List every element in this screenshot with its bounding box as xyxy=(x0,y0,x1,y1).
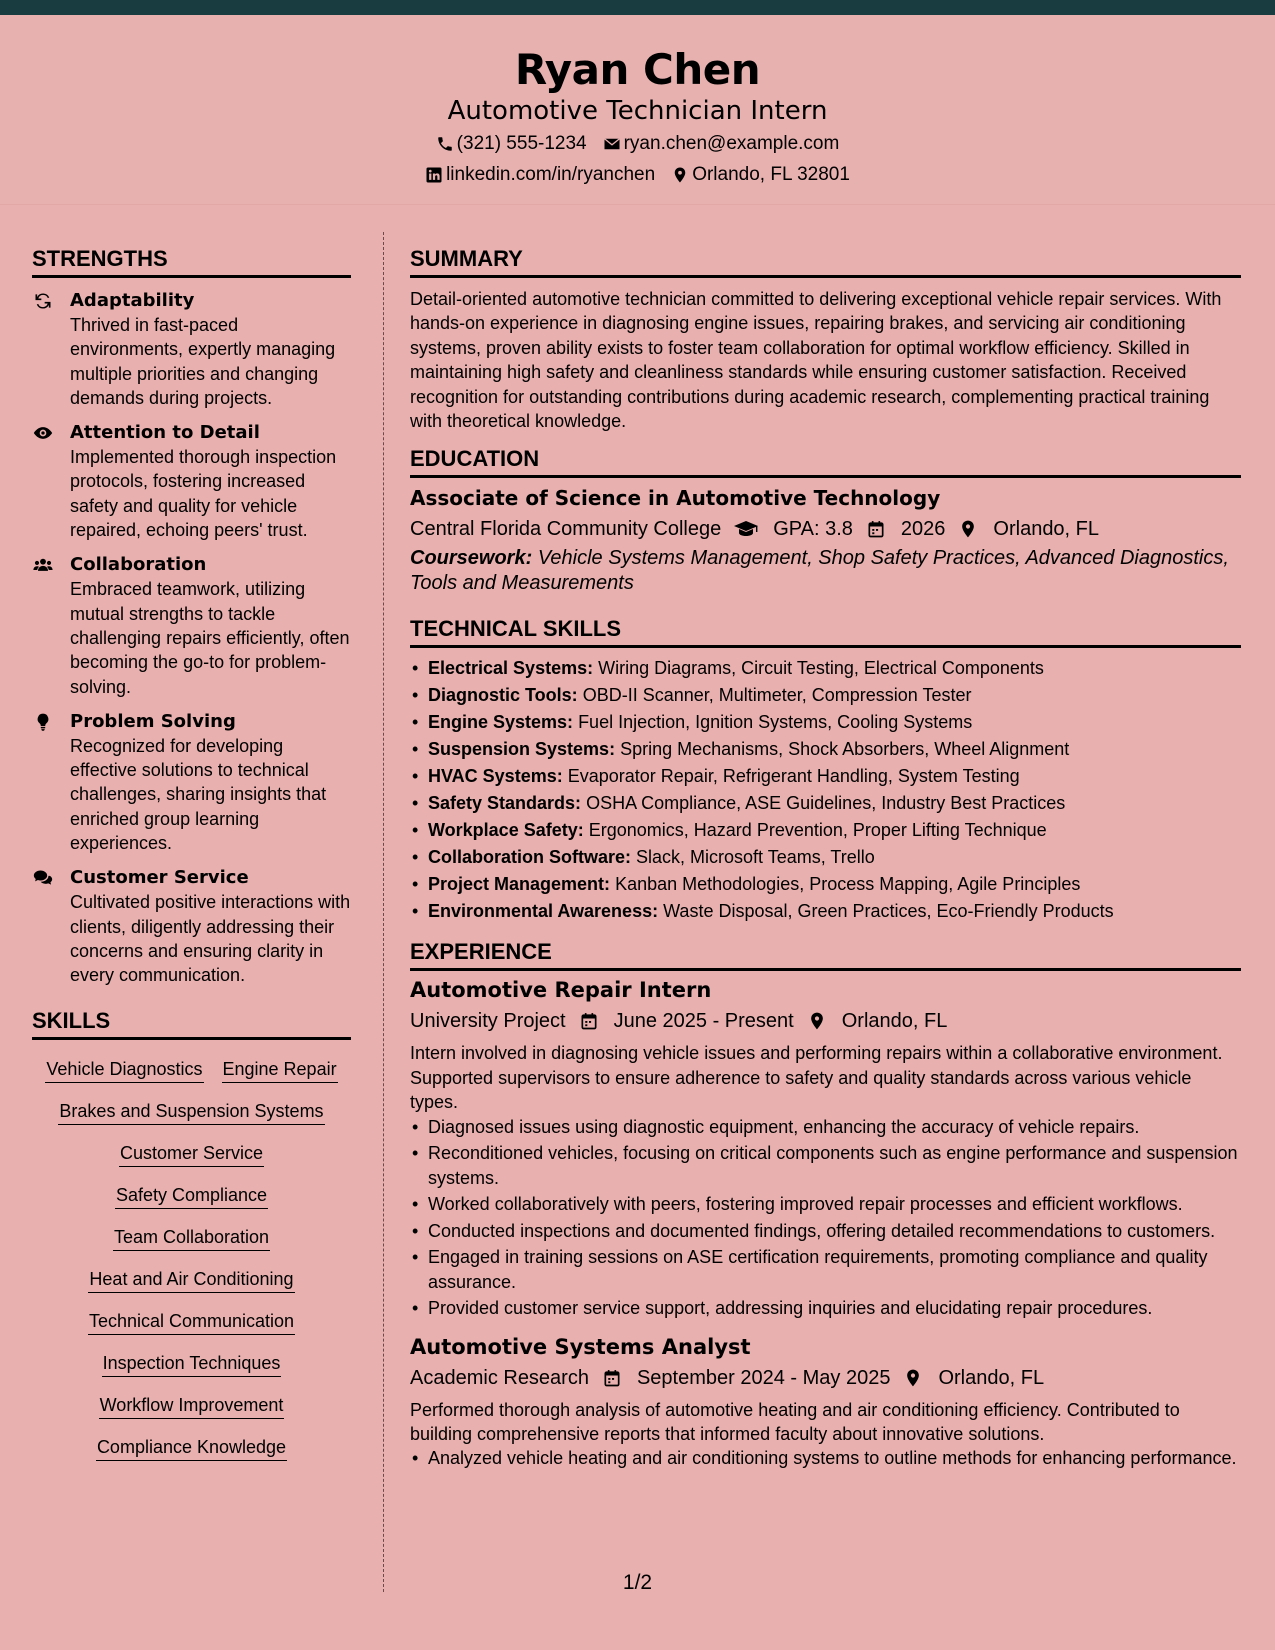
strength-item xyxy=(32,553,351,698)
list-item: • Worked collaboratively with peers, fostering improved repair processes and efficient workflows. xyxy=(410,1192,1241,1217)
job-title: Automotive Repair Intern xyxy=(410,978,712,1003)
skill-category: Suspension Systems: xyxy=(428,739,616,760)
job-title: Automotive Systems Analyst xyxy=(410,1334,751,1359)
job-meta xyxy=(410,1008,1241,1034)
map-marker-icon xyxy=(671,166,689,184)
skill-tag: Brakes and Suspension Systems xyxy=(58,1100,324,1125)
skill-category: Engine Systems: xyxy=(428,712,574,733)
strength-item xyxy=(32,289,351,410)
job-bullets xyxy=(410,1446,1241,1471)
calendar-icon xyxy=(601,1368,623,1388)
skill-tag: Inspection Techniques xyxy=(102,1352,282,1377)
strength-item xyxy=(32,421,351,542)
strength-description: Cultivated positive interactions with clients, diligently addressing their concerns and ensuring clarity in every communication. xyxy=(70,892,351,986)
list-item: • Diagnosed issues using diagnostic equipment, enhancing the accuracy of vehicle repairs. xyxy=(410,1115,1241,1140)
phone-icon xyxy=(436,135,454,153)
strength-item xyxy=(32,866,351,987)
job-meta xyxy=(410,1365,1241,1391)
skill-tag: Workflow Improvement xyxy=(99,1394,285,1419)
list-item: • Provided customer service support, addressing inquiries and elucidating repair procedures. xyxy=(410,1296,1241,1321)
technical-skills-heading: TECHNICAL SKILLS xyxy=(410,616,1241,648)
job-location: Orlando, FL xyxy=(841,1010,948,1033)
comments-icon xyxy=(32,868,54,888)
page-number: 1/2 xyxy=(622,1571,653,1594)
eye-icon xyxy=(32,423,54,443)
strength-title: Customer Service xyxy=(70,867,249,889)
education-heading: EDUCATION xyxy=(410,446,1241,478)
skill-values: Waste Disposal, Green Practices, Eco-Friendly Products xyxy=(663,901,1114,922)
strength-description: Recognized for developing effective solutions to technical challenges, sharing insights that enriched group learning experiences. xyxy=(70,735,327,854)
calendar-icon xyxy=(865,519,887,539)
top-accent-bar xyxy=(0,0,1275,15)
skill-values: Wiring Diagrams, Circuit Testing, Electrical Components xyxy=(598,658,1044,679)
list-item xyxy=(410,790,1241,817)
map-marker-icon xyxy=(957,519,979,539)
strength-title: Attention to Detail xyxy=(70,422,260,444)
skill-values: Spring Mechanisms, Shock Absorbers, Wheel Alignment xyxy=(620,739,1070,760)
left-column xyxy=(32,246,351,1461)
skill-values: OBD-II Scanner, Multimeter, Compression Tester xyxy=(582,685,972,706)
list-item: • Conducted inspections and documented findings, offering detailed recommendations to customers. xyxy=(410,1219,1241,1244)
job-dates: September 2024 - May 2025 xyxy=(636,1366,891,1389)
map-marker-icon xyxy=(902,1368,924,1388)
skills-heading: SKILLS xyxy=(32,1008,351,1040)
list-item xyxy=(410,682,1241,709)
summary-heading: SUMMARY xyxy=(410,246,1241,278)
right-column xyxy=(410,246,1241,1473)
skill-values: Evaporator Repair, Refrigerant Handling, System Testing xyxy=(567,766,1020,787)
skill-category: Project Management: xyxy=(428,874,611,895)
job-location: Orlando, FL xyxy=(938,1366,1045,1389)
degree-title: Associate of Science in Automotive Technology xyxy=(410,486,941,511)
skill-tag: Safety Compliance xyxy=(115,1184,268,1209)
contact-row-1 xyxy=(0,133,1275,155)
strength-title: Collaboration xyxy=(70,554,207,576)
email-text: ryan.chen@example.com xyxy=(623,133,840,154)
skill-category: Workplace Safety: xyxy=(428,820,584,841)
sync-icon xyxy=(32,291,54,311)
strength-description: Embraced teamwork, utilizing mutual strengths to tackle challenging repairs efficiently, often becoming the go-to for problem-solving. xyxy=(70,579,350,697)
coursework-list: Vehicle Systems Management, Shop Safety Practices, Advanced Diagnostics, Tools and Measurements xyxy=(410,547,1229,594)
job-description: Performed thorough analysis of automotive heating and air conditioning efficiency. Contributed to building comprehensive reports that informed faculty about innovative solutions. xyxy=(410,1399,1180,1445)
skill-category: HVAC Systems: xyxy=(428,766,563,787)
summary-text: Detail-oriented automotive technician committed to delivering exceptional vehicle repair services. With hands-on experience in diagnosing engine issues, repairing brakes, and servicing air conditioning systems, proven ability exists to foster team collaboration for optimal workflow efficiency. Skilled in maintaining high safety and cleanliness standards while ensuring customer satisfaction. Received recognition for outstanding contributions during academic research, complementing practical training with theoretical knowledge. xyxy=(410,289,1222,432)
phone-contact[interactable] xyxy=(436,133,587,155)
linkedin-contact[interactable] xyxy=(425,164,655,186)
list-item xyxy=(410,871,1241,898)
skill-values: Slack, Microsoft Teams, Trello xyxy=(636,847,875,868)
list-item xyxy=(410,898,1241,925)
job-dates: June 2025 - Present xyxy=(613,1010,794,1033)
experience-heading: EXPERIENCE xyxy=(410,939,1241,971)
list-item xyxy=(410,817,1241,844)
job-bullets xyxy=(410,1115,1241,1321)
strengths-heading: STRENGTHS xyxy=(32,246,351,278)
skill-category: Collaboration Software: xyxy=(428,847,632,868)
skill-category: Electrical Systems: xyxy=(428,658,594,679)
location-contact xyxy=(671,164,850,186)
users-icon xyxy=(32,555,54,575)
candidate-name: Ryan Chen xyxy=(514,45,761,94)
skill-tag: Compliance Knowledge xyxy=(96,1436,287,1461)
list-item: • Reconditioned vehicles, focusing on critical components such as engine performance and suspension systems. xyxy=(410,1141,1241,1190)
skill-values: Kanban Methodologies, Process Mapping, Agile Principles xyxy=(615,874,1081,895)
strength-item xyxy=(32,710,351,855)
skill-tag: Customer Service xyxy=(119,1142,264,1167)
gpa-text: GPA: 3.8 xyxy=(773,518,853,541)
job-org: University Project xyxy=(410,1010,566,1033)
list-item: • Analyzed vehicle heating and air conditioning systems to outline methods for enhancing performance. xyxy=(410,1446,1241,1471)
map-marker-icon xyxy=(806,1011,828,1031)
candidate-title: Automotive Technician Intern xyxy=(447,96,828,126)
skill-tag: Technical Communication xyxy=(88,1310,295,1335)
coursework-label: Coursework: xyxy=(410,547,533,570)
lightbulb-icon xyxy=(32,712,54,732)
list-item xyxy=(410,709,1241,736)
column-divider xyxy=(383,232,384,1592)
strength-description: Thrived in fast-paced environments, expertly managing multiple priorities and changing demands during projects. xyxy=(70,315,336,408)
list-item xyxy=(410,844,1241,871)
list-item xyxy=(410,736,1241,763)
graduation-year: 2026 xyxy=(900,518,946,541)
calendar-icon xyxy=(578,1011,600,1031)
resume-header xyxy=(0,15,1275,205)
school-name: Central Florida Community College xyxy=(410,518,722,541)
strength-title: Problem Solving xyxy=(70,710,236,732)
list-item: • Engaged in training sessions on ASE certification requirements, promoting compliance and quality assurance. xyxy=(410,1245,1241,1294)
strength-title: Adaptability xyxy=(70,290,195,311)
phone-text: (321) 555-1234 xyxy=(456,133,587,154)
job-org: Academic Research xyxy=(410,1366,589,1389)
linkedin-icon xyxy=(425,166,443,184)
envelope-icon xyxy=(603,135,621,153)
graduation-cap-icon xyxy=(733,519,759,539)
skill-tag: Engine Repair xyxy=(222,1058,338,1083)
strength-description: Implemented thorough inspection protocols, fostering increased safety and quality for vehicle repaired, echoing peers' trust. xyxy=(70,447,337,541)
skill-category: Diagnostic Tools: xyxy=(428,685,578,706)
contact-row-2 xyxy=(0,164,1275,186)
skill-category: Environmental Awareness: xyxy=(428,901,659,922)
job-description: Intern involved in diagnosing vehicle issues and performing repairs within a collaborative environment. Supported supervisors to ensure adherence to safety and quality standards across various vehicle types. xyxy=(410,1043,1223,1113)
email-contact[interactable] xyxy=(603,133,840,155)
linkedin-text: linkedin.com/in/ryanchen xyxy=(446,164,656,185)
skill-category: Safety Standards: xyxy=(428,793,582,814)
skill-tag: Vehicle Diagnostics xyxy=(45,1058,203,1083)
location-text: Orlando, FL 32801 xyxy=(692,164,850,185)
skill-values: OSHA Compliance, ASE Guidelines, Industry Best Practices xyxy=(586,793,1066,814)
list-item xyxy=(410,763,1241,790)
skill-values: Fuel Injection, Ignition Systems, Cooling Systems xyxy=(578,712,973,733)
skill-values: Ergonomics, Hazard Prevention, Proper Lifting Technique xyxy=(588,820,1047,841)
list-item xyxy=(410,655,1241,682)
skill-tag: Team Collaboration xyxy=(113,1226,270,1251)
education-location: Orlando, FL xyxy=(993,518,1100,541)
education-meta xyxy=(410,516,1241,542)
skill-tag: Heat and Air Conditioning xyxy=(88,1268,294,1293)
technical-skills-list xyxy=(410,655,1241,925)
skills-list xyxy=(32,1058,351,1461)
coursework xyxy=(410,546,1241,595)
